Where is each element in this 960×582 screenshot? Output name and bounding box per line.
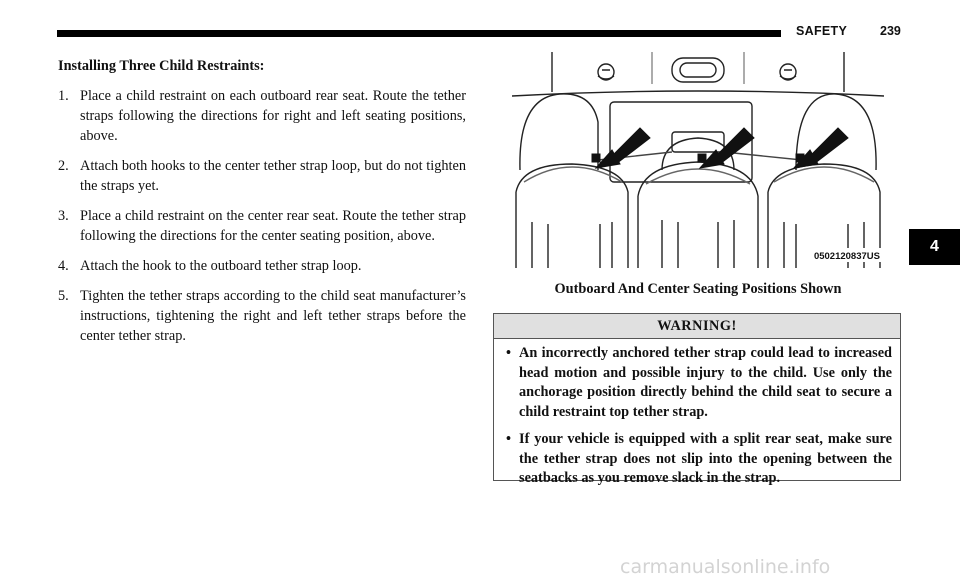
seat-diagram <box>512 52 884 268</box>
warning-text: An incorrectly anchored tether strap could lead to increased head motion and possible injury to the child. Use only the anchorage position directly behind the child seat to secure a child restraint top tether strap. <box>519 345 892 420</box>
header-rule <box>57 30 781 37</box>
step-text: Tighten the tether straps according to the child seat manufacturer’s instructions, tightening the right and left tether straps before the center tether strap. <box>80 288 466 344</box>
step-text: Attach both hooks to the center tether strap loop, but do not tighten the straps yet. <box>80 158 466 194</box>
figure-code: 0502120837US <box>813 251 880 262</box>
step-number: 5. <box>58 288 69 304</box>
instruction-step <box>58 256 466 276</box>
step-text: Place a child restraint on the center rear seat. Route the tether strap following the directions for the center seating position, above. <box>80 208 466 244</box>
step-text: Place a child restraint on each outboard rear seat. Route the tether straps following the directions for right and left seating positions, above. <box>80 88 466 144</box>
instruction-step <box>58 86 466 146</box>
warning-item <box>506 344 892 422</box>
section-heading: Installing Three Child Restraints: <box>58 58 265 74</box>
anchor-marker <box>796 154 804 162</box>
step-number: 4. <box>58 258 69 274</box>
instruction-step <box>58 286 466 346</box>
arrow-indicator <box>700 128 754 168</box>
figure-caption: Outboard And Center Seating Positions Shown <box>554 281 842 297</box>
tether-anchor-symbol <box>780 64 796 80</box>
warning-box <box>493 313 901 486</box>
instructions-column <box>58 56 466 356</box>
warning-item <box>506 430 892 489</box>
header-section-title: SAFETY <box>796 24 848 38</box>
anchor-marker <box>698 154 706 162</box>
warning-title: WARNING! <box>494 314 900 339</box>
instruction-step <box>58 206 466 246</box>
tether-anchor-symbol <box>598 64 614 80</box>
step-text: Attach the hook to the outboard tether strap loop. <box>80 258 362 274</box>
warning-list <box>494 339 900 489</box>
step-number: 3. <box>58 208 69 224</box>
step-number: 1. <box>58 88 69 104</box>
watermark: carmanualsonline.info <box>620 556 831 578</box>
arrow-indicator <box>596 128 650 168</box>
page-number: 239 <box>880 24 901 38</box>
warning-text: If your vehicle is equipped with a split rear seat, make sure the tether strap does not slip into the opening between the seatbacks as you remove slack in the strap. <box>519 431 892 486</box>
chapter-tab: 4 <box>909 229 960 265</box>
step-number: 2. <box>58 158 69 174</box>
rear-seat-illustration <box>512 52 884 268</box>
instruction-step <box>58 156 466 196</box>
bullet-icon: • <box>506 345 512 361</box>
bullet-icon: • <box>506 431 512 447</box>
anchor-marker <box>592 154 600 162</box>
